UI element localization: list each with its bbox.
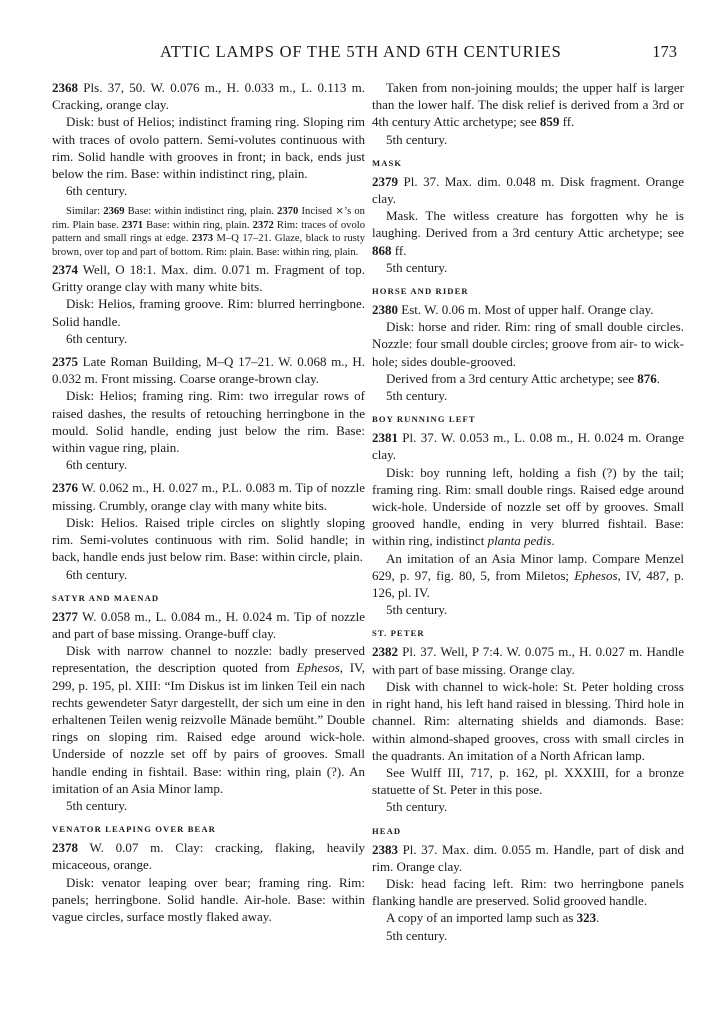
entry-description: Disk: head facing left. Rim: two herringbone panels flanking handle are preserved. Solid grooved handle. bbox=[372, 875, 684, 909]
entry-note bbox=[372, 909, 684, 926]
entry-date: 6th century. bbox=[66, 566, 128, 582]
entry-description: Disk: bust of Helios; indistinct framing ring. Sloping rim with traces of ovolo pattern. Semi-volutes continuous with rim. Solid handle with grooves in front; in back, ends just below the rim. Base: within indistinct ring, plain. bbox=[52, 114, 365, 182]
entry-date: 5th century. bbox=[66, 797, 128, 813]
entry-number: 2378 bbox=[52, 840, 78, 856]
similar-text: Base: within indistinct ring, plain. bbox=[124, 206, 278, 218]
entry-number: 2368 bbox=[52, 80, 78, 95]
catalog-entry-2377 bbox=[52, 608, 365, 814]
text-run: Derived from a 3rd century Attic archetype; see bbox=[386, 370, 638, 386]
entry-date: 6th century. bbox=[66, 330, 128, 346]
entry-number: 2375 bbox=[52, 354, 78, 370]
entry-date: 6th century. bbox=[66, 183, 128, 199]
page-number: 173 bbox=[652, 42, 677, 61]
italic-title: Ephesos bbox=[296, 660, 340, 676]
catalog-entry-2374 bbox=[52, 261, 365, 347]
entry-date: 5th century. bbox=[386, 131, 448, 147]
section-heading: HEAD bbox=[372, 825, 402, 836]
entry-description: Disk: horse and rider. Rim: ring of small double circles. Nozzle: four small double circles; groove from air- to wick-hole; sides double-grooved. bbox=[372, 319, 684, 369]
entry-number: 2376 bbox=[52, 480, 78, 496]
entry-description: Disk: Helios, framing groove. Rim: blurred herringbone. Solid handle. bbox=[52, 296, 365, 329]
catalog-entry-2376 bbox=[52, 479, 365, 582]
italic-term: planta pedis bbox=[487, 533, 552, 549]
entry-number: 2370 bbox=[277, 206, 299, 218]
catalog-entry-2379 bbox=[372, 173, 684, 276]
section-heading: VENATOR LEAPING OVER BEAR bbox=[52, 824, 216, 835]
entry-number: 2382 bbox=[372, 644, 398, 660]
catalog-entry-2375 bbox=[52, 353, 365, 473]
entry-date: 5th century. bbox=[386, 388, 448, 404]
entry-number: 2383 bbox=[372, 841, 398, 857]
text-run: , IV, 299, p. 195, pl. XIII: “Im Diskus ist im linken Teil ein nach rechts gewendeter Satyr dargestellt, der sich um eine in den erhaltenen Teilen wenig reizvolle Mänade bemüht.” Double rings on sloping rim. Raised edge around wick-hole. Underside of nozzle set off by pairs of grooves. Small handle ending in fishtail. Base: within ring, plain (?). An imitation of an Asia Minor lamp. bbox=[52, 660, 365, 796]
text-run: Mask. The witless creature has forgotten why he is laughing. Derived from a 3rd century Attic archetype; see bbox=[372, 208, 684, 241]
text-run: Disk: boy running left, holding a fish (?) by the tail; framing ring. Rim: small double rings. Raised edge around wick-hole. Underside of nozzle set off by grooves. Small grooved handle, ending in very blurred fishtail. Base: within ring, indistinct bbox=[372, 464, 684, 549]
catalog-entry-2380 bbox=[372, 301, 684, 404]
catalog-entry-2378 bbox=[52, 839, 365, 925]
entry-number: 2374 bbox=[52, 262, 78, 278]
text-run: ff. bbox=[391, 242, 407, 258]
text-run: ff. bbox=[559, 114, 575, 130]
entry-details: Late Roman Building, M–Q 17–21. W. 0.068 m., H. 0.032 m. Front missing. Coarse orange-brown clay. bbox=[52, 354, 365, 387]
cross-reference: 876 bbox=[637, 370, 657, 386]
entry-note bbox=[372, 550, 684, 602]
similar-text: M–Q 17–21. Glaze, black to rusty brown, over top and part of bottom. Rim: plain. Base: within ring, plain. bbox=[52, 233, 366, 258]
cross-reference: 323 bbox=[576, 910, 597, 926]
entry-details: W. 0.062 m., H. 0.027 m., P.L. 0.083 m. Tip of nozzle missing. Crumbly, orange clay with many white bits. bbox=[52, 480, 365, 513]
entry-number: 2377 bbox=[52, 608, 78, 624]
entry-description bbox=[52, 642, 365, 797]
entry-date: 5th century. bbox=[386, 259, 448, 275]
entry-number: 2381 bbox=[372, 430, 398, 446]
entry-details: Pl. 37. Max. dim. 0.055 m. Handle, part of disk and rim. Orange clay. bbox=[372, 841, 684, 874]
section-heading: HORSE AND RIDER bbox=[372, 286, 469, 297]
entry-number: 2373 bbox=[191, 233, 214, 245]
entry-description: Disk with channel to wick-hole: St. Peter holding cross in right hand, his left hand raised in blessing. Third hole in channel. Rim: alternating shields and diamonds. Base: within almond-shaped grooves, cross with small circles in the quadrants. An imitation of a North African lamp. bbox=[372, 678, 684, 763]
catalog-entry-2383 bbox=[372, 841, 684, 944]
entry-date: 6th century. bbox=[66, 457, 128, 473]
similar-text: Rim: traces of ovolo pattern and small rings at edge. bbox=[52, 219, 365, 245]
entry-description bbox=[372, 464, 684, 550]
entry-details: Well, O 18:1. Max. dim. 0.071 m. Fragment of top. Gritty orange clay with many white bits. bbox=[52, 262, 365, 295]
entry-details: W. 0.07 m. Clay: cracking, flaking, heavily micaceous, orange. bbox=[52, 840, 365, 873]
entry-details: Pls. 37, 50. W. 0.076 m., H. 0.033 m., L. 0.113 m. Cracking, orange clay. bbox=[52, 80, 365, 113]
section-heading: ST. PETER bbox=[372, 628, 425, 639]
entry-details: Pl. 37. W. 0.053 m., L. 0.08 m., H. 0.024 m. Orange clay. bbox=[372, 430, 684, 463]
cross-reference: 868 bbox=[372, 242, 392, 258]
catalog-entry-2378-continued bbox=[372, 79, 684, 148]
similar-text: Base: within ring, plain. bbox=[143, 219, 253, 231]
page-header bbox=[0, 42, 725, 64]
catalog-entry-2382 bbox=[372, 643, 684, 815]
entry-description bbox=[372, 207, 684, 259]
text-run: An imitation of an Asia Minor lamp. Compare Menzel 629, p. 97, fig. 80, 5, from Miletos; bbox=[372, 550, 684, 583]
entry-description: Disk: venator leaping over bear; framing ring. Rim: panels; herringbone. Solid handle. Air-hole. Base: within vague circles, surface mostly flaked away. bbox=[52, 874, 365, 924]
text-run: . bbox=[656, 370, 660, 386]
entry-description: Disk: Helios. Raised triple circles on slightly sloping rim. Semi-volutes continuous with rim. Solid handle; in back, handle ends just below rim. Base: within circle, plain. bbox=[52, 514, 365, 565]
entry-details: Est. W. 0.06 m. Most of upper half. Orange clay. bbox=[398, 302, 654, 318]
section-heading: MASK bbox=[372, 157, 403, 168]
entry-number: 2380 bbox=[372, 302, 398, 318]
cross-reference: 859 bbox=[539, 114, 560, 130]
running-head: ATTIC LAMPS OF THE 5TH AND 6TH CENTURIES bbox=[160, 42, 562, 61]
left-column bbox=[52, 79, 365, 931]
catalog-entry-2381 bbox=[372, 429, 684, 618]
italic-title: Ephesos bbox=[574, 567, 618, 583]
text-run: . bbox=[551, 533, 555, 549]
entry-date: 5th century. bbox=[386, 799, 448, 815]
entry-date: 5th century. bbox=[386, 927, 448, 943]
text-run: A copy of an imported lamp such as bbox=[386, 910, 577, 926]
section-heading: BOY RUNNING LEFT bbox=[372, 414, 476, 425]
text-run: . bbox=[596, 910, 600, 926]
section-heading: SATYR AND MAENAD bbox=[52, 592, 160, 603]
similar-lamps-note bbox=[52, 205, 365, 259]
entry-description: Disk: Helios; framing ring. Rim: two irregular rows of raised dashes, the results of retouching herringbone in the mould. Solid handle, ending just below the rim. Base: within vague ring, plain. bbox=[52, 388, 365, 456]
text-run: , IV, 487, p. 126, pl. IV. bbox=[372, 567, 684, 601]
entry-number: 2379 bbox=[372, 173, 398, 189]
text-run: Disk with narrow channel to nozzle: badly preserved representation, the description quoted from bbox=[52, 643, 365, 676]
right-column bbox=[372, 79, 684, 950]
entry-number: 2369 bbox=[103, 206, 125, 218]
entry-date: 5th century. bbox=[386, 602, 448, 618]
similar-text: Incised ⨯’s on rim. Plain base. bbox=[52, 206, 365, 231]
entry-number: 2372 bbox=[252, 219, 274, 231]
catalog-entry-2368 bbox=[52, 79, 365, 199]
entry-details: Pl. 37. Max. dim. 0.048 m. Disk fragment. Orange clay. bbox=[372, 173, 684, 207]
text-run: Taken from non-joining moulds; the upper half is larger than the lower half. The disk relief is derived from a 3rd or 4th century Attic archetype; see bbox=[372, 80, 684, 130]
similar-lead: Similar: bbox=[66, 206, 104, 218]
entry-note bbox=[372, 370, 684, 387]
entry-details: W. 0.058 m., L. 0.084 m., H. 0.024 m. Tip of nozzle and part of base missing. Orange-buff clay. bbox=[52, 608, 365, 641]
entry-number: 2371 bbox=[121, 219, 144, 231]
entry-details: Pl. 37. Well, P 7:4. W. 0.075 m., H. 0.027 m. Handle with part of base missing. Orange clay. bbox=[372, 644, 684, 677]
entry-note: See Wulff III, 717, p. 162, pl. XXXIII, for a bronze statuette of St. Peter in this pose. bbox=[372, 764, 684, 798]
